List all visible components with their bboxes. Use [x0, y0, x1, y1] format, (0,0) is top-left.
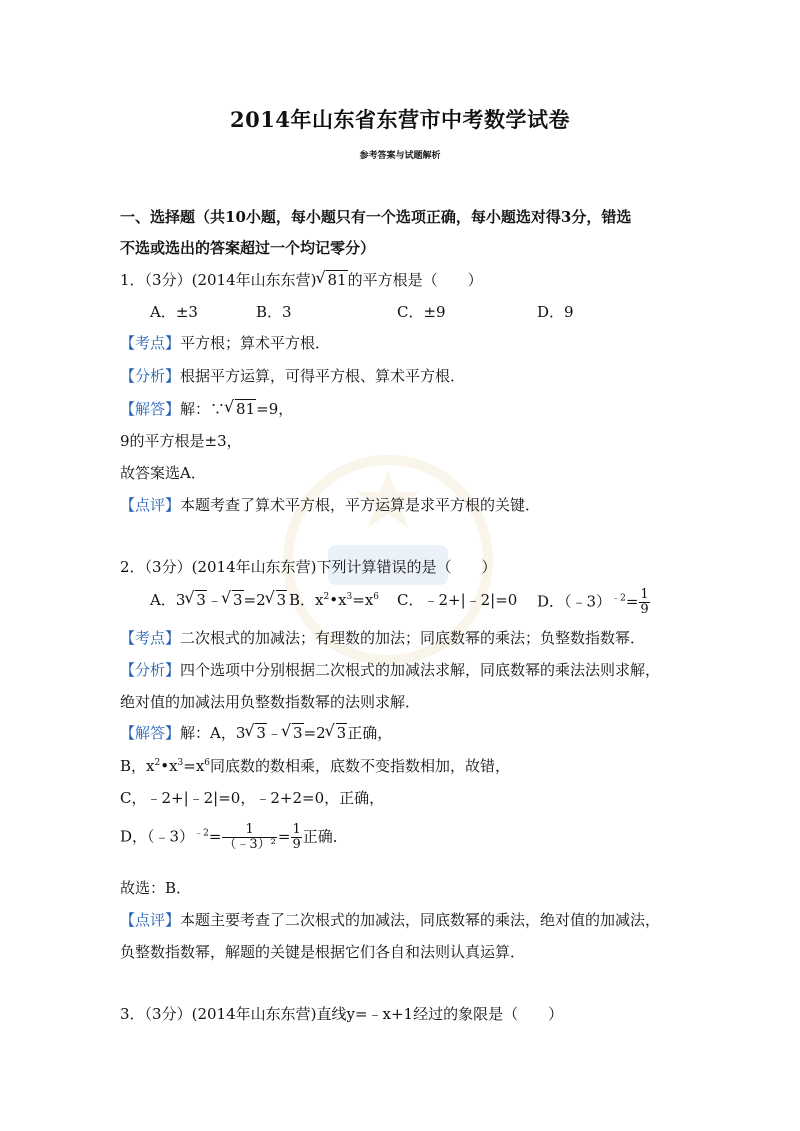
q2-lined-equals: = — [208, 827, 222, 846]
q2-jieda-radicand: 3 — [256, 724, 266, 742]
q2-opt-a-prefix: A．3 — [150, 591, 186, 609]
q2-jieda-suffix: 正确， — [347, 724, 393, 742]
q1-option-d: D．9 — [537, 303, 574, 321]
q2-lined-suffix: 正确． — [302, 827, 348, 846]
q1-kaodian — [120, 333, 330, 353]
q1-option-c: C．±9 — [397, 303, 446, 321]
q2-kaodian — [120, 628, 645, 648]
q2-opt-a-radicand-2: 3 — [232, 591, 243, 609]
q1-jieda-prefix: 解：∵ — [180, 400, 226, 418]
page-subtitle: 参考答案与试题解析 — [359, 151, 441, 161]
q1-fenxi-text: 根据平方运算，可得平方根、算术平方根． — [180, 367, 466, 385]
q1-dianping-text: 本题考查了算术平方根，平方运算是求平方根的关键． — [180, 496, 541, 514]
exponent: 6 — [204, 758, 211, 768]
fraction — [639, 588, 649, 617]
q2-opt-b-mid: •x — [329, 591, 347, 609]
q1-jieda — [120, 399, 293, 419]
q2-fenxi-text-1: 四个选项中分别根据二次根式的加减法求解，同底数幂的乘法法则求解， — [180, 661, 661, 679]
q2-jieda-equals: =2 — [303, 724, 326, 742]
q1-fenxi — [120, 366, 465, 386]
sqrt-symbol — [318, 270, 347, 290]
fraction — [291, 823, 301, 852]
q2-opt-a-radicand-3: 3 — [276, 591, 287, 609]
q2-fenxi-line-2: 绝对值的加减法用负整数指数幂的法则求解． — [120, 693, 421, 711]
exponent: 6 — [373, 592, 380, 602]
q1-jieda-suffix: =9， — [256, 400, 294, 418]
q2-jieda-prefix: 解：A，3 — [180, 724, 246, 742]
section-heading-line-2: 不选或选出的答案超过一个均记零分） — [120, 239, 376, 257]
fraction-numerator: 1 — [222, 823, 276, 838]
exponent: 2 — [154, 758, 161, 768]
exponent: 3 — [177, 758, 184, 768]
tag-dianping: 【点评】 — [120, 496, 181, 514]
q2-lined-prefix: D，（﹣3） — [120, 827, 195, 846]
q2-jieda-minus: ﹣ — [266, 724, 282, 742]
page-title: 2014年山东省东营市中考数学试卷 — [230, 107, 570, 132]
q2-opt-b-equals: =x — [352, 591, 374, 609]
tag-fenxi: 【分析】 — [120, 661, 181, 679]
sqrt-symbol — [224, 590, 244, 610]
q1-stem-suffix: 的平方根是（ ） — [347, 271, 483, 289]
q2-conclusion: 故选：B． — [120, 879, 192, 897]
fraction-denominator: （﹣3）² — [223, 837, 276, 852]
q2-jieda-radicand-3: 3 — [336, 724, 347, 742]
sqrt-symbol — [247, 723, 267, 743]
q2-option-c: C．﹣2+|﹣2|=0 — [397, 591, 518, 609]
q1-answer-line-2: 9的平方根是±3， — [120, 432, 242, 450]
sqrt-symbol — [227, 399, 256, 419]
tag-fenxi: 【分析】 — [120, 367, 181, 385]
fraction — [222, 823, 276, 852]
q2-opt-a-radicand: 3 — [196, 591, 206, 609]
q2-opt-a-equals: =2 — [243, 591, 266, 609]
tag-jieda: 【解答】 — [120, 724, 181, 742]
q2-opt-d-prefix: D．（﹣3） — [537, 592, 612, 611]
fraction-numerator: 1 — [640, 587, 649, 602]
q1-answer-line-3: 故答案选A． — [120, 464, 206, 482]
q1-kaodian-text: 平方根；算术平方根． — [180, 334, 331, 352]
q2-option-d — [537, 588, 651, 617]
q2-jieda-radicand-2: 3 — [292, 724, 303, 742]
q2-answer-line-c: C，﹣2+|﹣2|=0，﹣2+2=0，正确， — [120, 789, 385, 807]
q1-option-b: B．3 — [256, 303, 292, 321]
section-heading-line-1: 一、选择题（共10小题，每小题只有一个选项正确，每小题选对得3分，错选 — [120, 208, 632, 226]
q2-kaodian-text: 二次根式的加减法；有理数的加法；同底数幂的乘法；负整数指数幂． — [180, 629, 646, 647]
exponent: ﹣2 — [194, 828, 209, 839]
sqrt-symbol — [268, 590, 288, 610]
q1-jieda-radicand: 81 — [236, 400, 256, 418]
q2-option-b — [289, 590, 379, 610]
q2-jieda — [120, 723, 392, 743]
sqrt-symbol — [187, 590, 207, 610]
q1-option-a: A．±3 — [150, 303, 198, 321]
q2-stem: 2．（3分）(2014年山东东营)下列计算错误的是（ ） — [120, 558, 497, 576]
q1-stem — [120, 270, 483, 290]
q2-answer-line-d — [120, 823, 348, 852]
q2-opt-a-minus: ﹣ — [206, 591, 222, 609]
q2-answer-line-b — [120, 756, 510, 776]
q2-opt-b-prefix: B．x — [289, 591, 324, 609]
q2-dianping — [120, 910, 660, 930]
q2-lineb-mid: •x — [160, 757, 178, 775]
sqrt-symbol — [284, 723, 304, 743]
q2-opt-d-equals: = — [625, 592, 639, 611]
tag-dianping: 【点评】 — [120, 911, 181, 929]
q2-lined-equals-2: = — [277, 827, 291, 846]
q2-lineb-prefix: B，x — [120, 757, 155, 775]
tag-jieda: 【解答】 — [120, 400, 181, 418]
fraction-denominator: 9 — [292, 837, 301, 852]
fraction-denominator: 9 — [640, 602, 649, 617]
q2-dianping-line-2: 负整数指数幂，解题的关键是根据它们各自和法则认真运算． — [120, 943, 526, 961]
q2-fenxi — [120, 660, 660, 680]
q2-lineb-equals: =x — [183, 757, 205, 775]
q1-radicand: 81 — [327, 271, 347, 289]
sqrt-symbol — [328, 723, 348, 743]
exponent: 3 — [346, 592, 353, 602]
q2-option-a — [150, 590, 287, 610]
q2-dianping-text-1: 本题主要考查了二次根式的加减法，同底数幂的乘法，绝对值的加减法， — [180, 911, 661, 929]
q1-stem-prefix: 1．（3分）(2014年山东东营) — [120, 271, 317, 289]
q3-stem: 3．（3分）(2014年山东东营)直线y=﹣x+1经过的象限是（ ） — [120, 1005, 564, 1023]
q1-dianping — [120, 495, 540, 515]
fraction-numerator: 1 — [292, 822, 301, 837]
exponent: ﹣2 — [611, 593, 626, 604]
tag-kaodian: 【考点】 — [120, 629, 181, 647]
q2-lineb-suffix: 同底数的数相乘，底数不变指数相加，故错， — [210, 757, 511, 775]
exponent: 2 — [323, 592, 330, 602]
tag-kaodian: 【考点】 — [120, 334, 181, 352]
